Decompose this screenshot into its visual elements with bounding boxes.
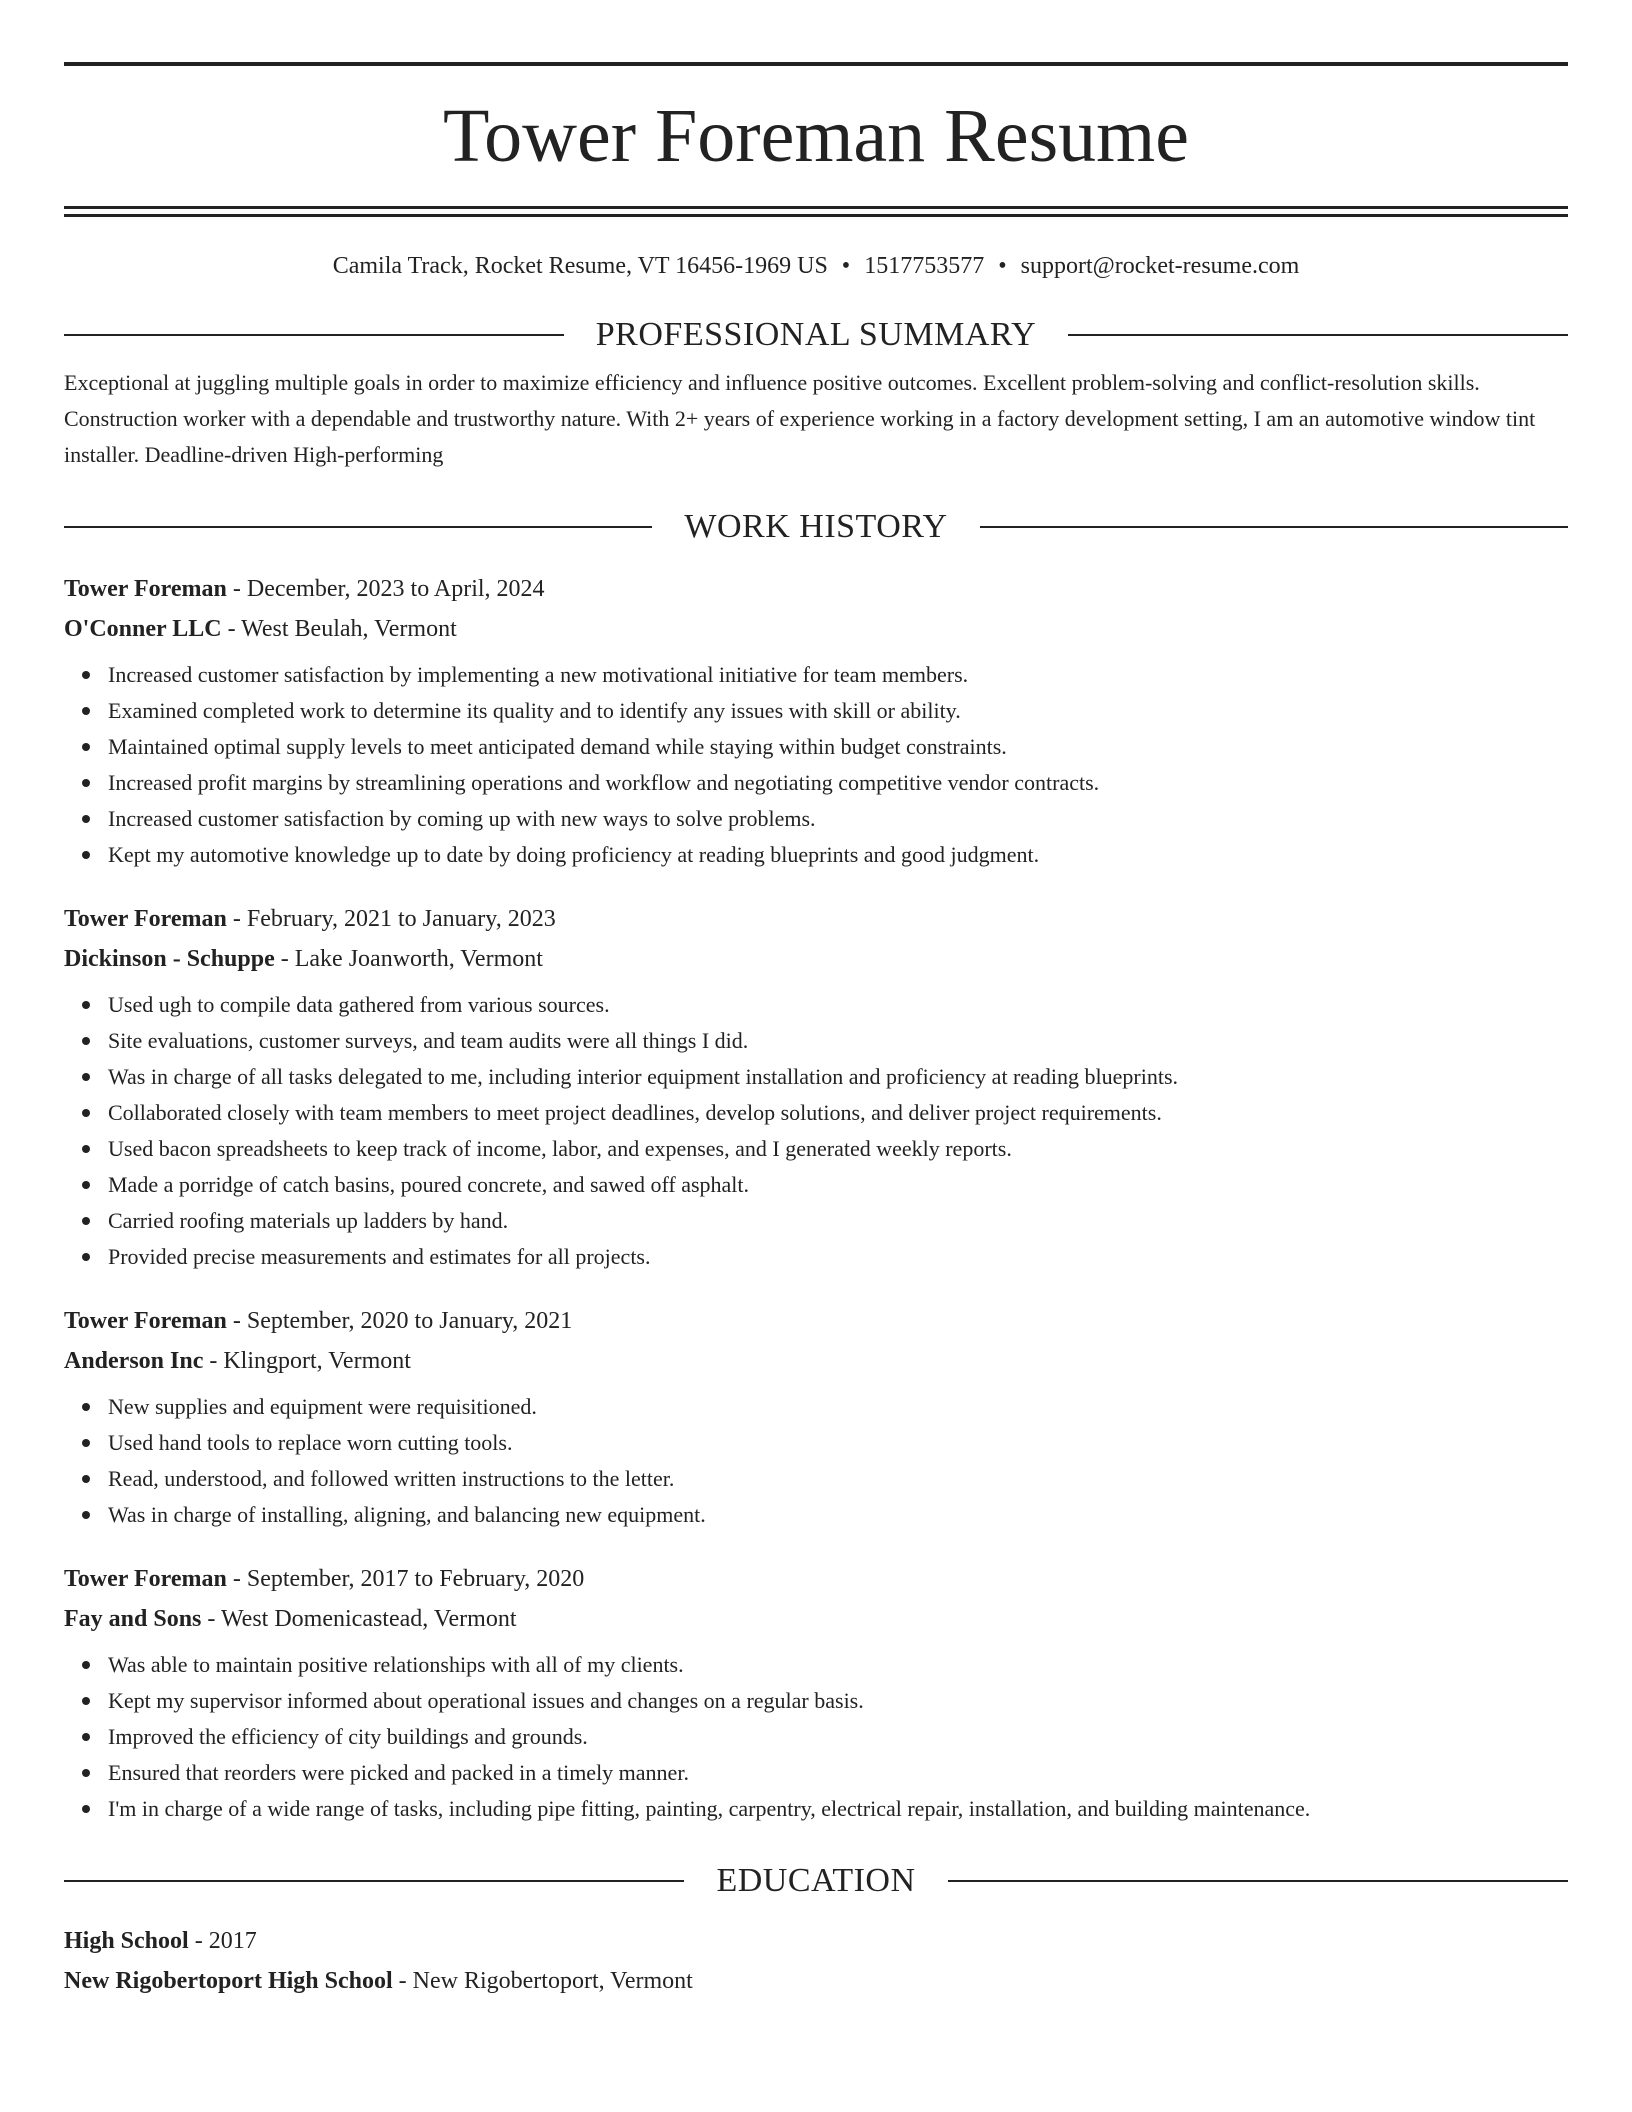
bullet-text: Provided precise measurements and estimates for all projects. xyxy=(108,1244,651,1269)
job-location: - West Domenicastead, Vermont xyxy=(201,1606,517,1632)
bullet-text: Carried roofing materials up ladders by hand. xyxy=(108,1208,509,1233)
job-title: Tower Foreman xyxy=(64,576,227,602)
heading-rule-right xyxy=(980,526,1568,528)
bullet-text: Increased customer satisfaction by coming up with new ways to solve problems. xyxy=(108,806,816,831)
list-item xyxy=(108,1167,1568,1203)
bullet-text: Collaborated closely with team members to meet project deadlines, develop solutions, and deliver project requirements. xyxy=(108,1100,1162,1125)
job-dates: - September, 2020 to January, 2021 xyxy=(226,1308,573,1334)
bullet-icon xyxy=(82,1403,90,1411)
bullet-icon xyxy=(82,1145,90,1153)
bullet-icon xyxy=(82,851,90,859)
bullet-text: Used hand tools to replace worn cutting tools. xyxy=(108,1430,513,1455)
job-company-line xyxy=(64,1341,1568,1381)
bullet-icon xyxy=(82,707,90,715)
bullet-text: New supplies and equipment were requisitioned. xyxy=(108,1394,537,1419)
list-item xyxy=(108,1461,1568,1497)
bullet-text: Site evaluations, customer surveys, and team audits were all things I did. xyxy=(108,1028,749,1053)
bullet-icon xyxy=(82,1001,90,1009)
list-item xyxy=(108,729,1568,765)
list-item xyxy=(108,987,1568,1023)
bullet-text: Ensured that reorders were picked and packed in a timely manner. xyxy=(108,1760,689,1785)
list-item xyxy=(108,1425,1568,1461)
job-bullet-list xyxy=(64,987,1568,1275)
contact-separator: • xyxy=(998,253,1007,279)
job-company-line xyxy=(64,609,1568,649)
bullet-icon xyxy=(82,1073,90,1081)
list-item xyxy=(108,1095,1568,1131)
job-entry xyxy=(64,1559,1568,1827)
bullet-icon xyxy=(82,1805,90,1813)
professional-summary-text: Exceptional at juggling multiple goals in order to maximize efficiency and influence positive outcomes. Excellent problem-solving and conflict-resolution skills. Construction worker with a dependable and trustworthy nature. With 2+ years of experience working in a factory development setting, I am an automotive window tint installer. Deadline-driven High-performing xyxy=(64,370,1536,467)
bullet-text: Was in charge of installing, aligning, and balancing new equipment. xyxy=(108,1502,706,1527)
bullet-icon xyxy=(82,1217,90,1225)
bullet-icon xyxy=(82,743,90,751)
list-item xyxy=(108,1239,1568,1275)
bullet-icon xyxy=(82,1037,90,1045)
list-item xyxy=(108,1755,1568,1791)
page-title: Tower Foreman Resume xyxy=(442,94,1190,178)
job-entry xyxy=(64,569,1568,873)
list-item xyxy=(108,1059,1568,1095)
job-title: Tower Foreman xyxy=(64,1566,227,1592)
job-company: Dickinson - Schuppe xyxy=(64,946,275,972)
job-bullet-list xyxy=(64,657,1568,873)
list-item xyxy=(108,1647,1568,1683)
section-heading-education xyxy=(64,1861,1568,1901)
top-rule xyxy=(64,62,1568,66)
education-location: - New Rigobertoport, Vermont xyxy=(392,1968,693,1994)
bullet-text: Increased profit margins by streamlining operations and workflow and negotiating competitive vendor contracts. xyxy=(108,770,1100,795)
list-item xyxy=(108,837,1568,873)
job-bullet-list xyxy=(64,1647,1568,1827)
bullet-text: Increased customer satisfaction by implementing a new motivational initiative for team members. xyxy=(108,662,969,687)
contact-address: Camila Track, Rocket Resume, VT 16456-1969 US xyxy=(332,253,828,279)
education-degree: High School xyxy=(64,1928,189,1954)
bullet-icon xyxy=(82,779,90,787)
heading-rule-right xyxy=(1068,334,1568,336)
bullet-text: Examined completed work to determine its quality and to identify any issues with skill or ability. xyxy=(108,698,961,723)
bullet-text: Maintained optimal supply levels to meet anticipated demand while staying within budget constraints. xyxy=(108,734,1007,759)
education-school-line xyxy=(64,1961,1568,2001)
heading-rule-left xyxy=(64,1880,684,1882)
bullet-text: Read, understood, and followed written instructions to the letter. xyxy=(108,1466,675,1491)
list-item xyxy=(108,1389,1568,1425)
bullet-text: Used ugh to compile data gathered from various sources. xyxy=(108,992,610,1017)
job-title: Tower Foreman xyxy=(64,1308,227,1334)
section-heading-work-history xyxy=(64,507,1568,547)
list-item xyxy=(108,765,1568,801)
heading-rule-left xyxy=(64,334,564,336)
bullet-icon xyxy=(82,1511,90,1519)
education-year: - 2017 xyxy=(188,1928,257,1954)
job-title-line xyxy=(64,569,1568,609)
job-company: Anderson Inc xyxy=(64,1348,204,1374)
list-item xyxy=(108,801,1568,837)
section-heading-summary xyxy=(64,315,1568,355)
job-dates: - February, 2021 to January, 2023 xyxy=(226,906,556,932)
section-title: EDUCATION xyxy=(716,1862,916,1899)
job-location: - Klingport, Vermont xyxy=(203,1348,411,1374)
heading-rule-left xyxy=(64,526,652,528)
education-school: New Rigobertoport High School xyxy=(64,1968,393,1994)
list-item xyxy=(108,1791,1568,1827)
job-dates: - September, 2017 to February, 2020 xyxy=(226,1566,585,1592)
list-item xyxy=(108,1203,1568,1239)
bullet-icon xyxy=(82,1439,90,1447)
job-title-line xyxy=(64,899,1568,939)
list-item xyxy=(108,693,1568,729)
work-history-list xyxy=(64,569,1568,1827)
bullet-icon xyxy=(82,1109,90,1117)
bullet-icon xyxy=(82,1661,90,1669)
job-company-line xyxy=(64,939,1568,979)
list-item xyxy=(108,657,1568,693)
bullet-text: Was able to maintain positive relationships with all of my clients. xyxy=(108,1652,684,1677)
job-company: Fay and Sons xyxy=(64,1606,202,1632)
job-title-line xyxy=(64,1559,1568,1599)
job-title-line xyxy=(64,1301,1568,1341)
job-bullet-list xyxy=(64,1389,1568,1533)
bullet-text: Kept my supervisor informed about operational issues and changes on a regular basis. xyxy=(108,1688,864,1713)
list-item xyxy=(108,1131,1568,1167)
education-degree-line xyxy=(64,1921,1568,1961)
job-dates: - December, 2023 to April, 2024 xyxy=(226,576,545,602)
bullet-icon xyxy=(82,1253,90,1261)
bullet-icon xyxy=(82,1769,90,1777)
contact-phone: 1517753577 xyxy=(864,253,985,279)
job-company-line xyxy=(64,1599,1568,1639)
bullet-text: Improved the efficiency of city buildings and grounds. xyxy=(108,1724,588,1749)
contact-email: support@rocket-resume.com xyxy=(1020,253,1300,279)
bullet-icon xyxy=(82,1697,90,1705)
job-entry xyxy=(64,1301,1568,1533)
education-entry xyxy=(64,1921,1568,2001)
bullet-text: I'm in charge of a wide range of tasks, including pipe fitting, painting, carpentry, electrical repair, installation, and building maintenance. xyxy=(108,1796,1311,1821)
list-item xyxy=(108,1719,1568,1755)
bullet-icon xyxy=(82,1733,90,1741)
job-location: - Lake Joanworth, Vermont xyxy=(274,946,543,972)
bullet-text: Was in charge of all tasks delegated to me, including interior equipment installation and proficiency at reading blueprints. xyxy=(108,1064,1179,1089)
bullet-icon xyxy=(82,671,90,679)
contact-separator: • xyxy=(841,253,851,279)
bullet-icon xyxy=(82,1181,90,1189)
bullet-text: Used bacon spreadsheets to keep track of income, labor, and expenses, and I generated weekly reports. xyxy=(108,1136,1012,1161)
list-item xyxy=(108,1497,1568,1533)
heading-rule-right xyxy=(948,1880,1568,1882)
bullet-icon xyxy=(82,1475,90,1483)
job-title: Tower Foreman xyxy=(64,906,227,932)
contact-line xyxy=(64,251,1568,281)
list-item xyxy=(108,1023,1568,1059)
list-item xyxy=(108,1683,1568,1719)
job-location: - West Beulah, Vermont xyxy=(221,616,457,642)
section-title: WORK HISTORY xyxy=(684,508,948,545)
section-title: PROFESSIONAL SUMMARY xyxy=(595,316,1037,353)
bullet-text: Kept my automotive knowledge up to date by doing proficiency at reading blueprints and good judgment. xyxy=(108,842,1040,867)
bullet-icon xyxy=(82,815,90,823)
title-double-rule xyxy=(64,206,1568,217)
job-company: O'Conner LLC xyxy=(64,616,222,642)
bullet-text: Made a porridge of catch basins, poured concrete, and sawed off asphalt. xyxy=(108,1172,750,1197)
job-entry xyxy=(64,899,1568,1275)
